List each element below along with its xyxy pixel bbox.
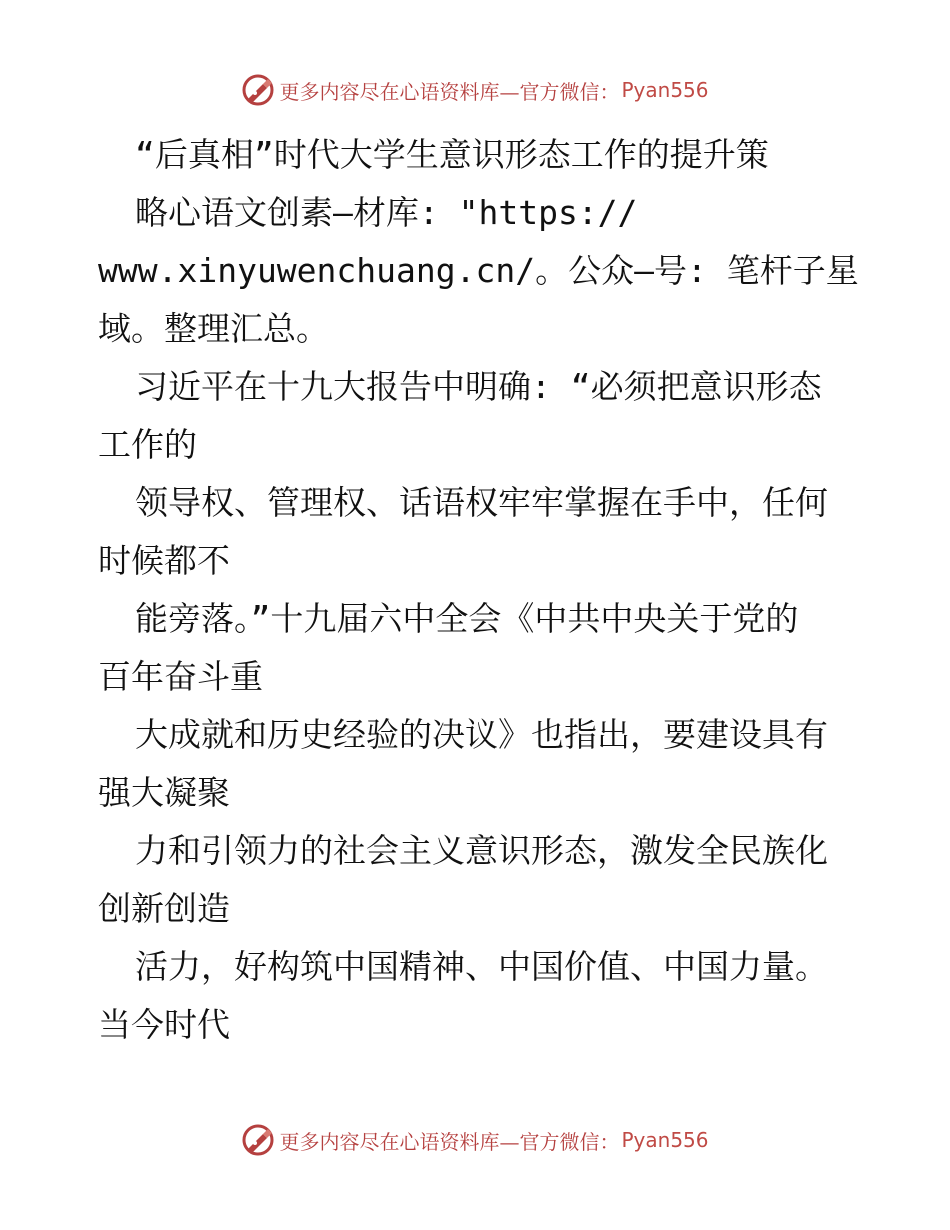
body-line: “后真相”时代大学生意识形态工作的提升策 <box>135 135 769 174</box>
header-banner-id: Pyan556 <box>621 78 709 102</box>
body-line: 工作的 <box>98 425 197 464</box>
footer-banner-text: 更多内容尽在心语资料库—官方微信： <box>279 1129 620 1154</box>
body-line: 能旁落。”十九届六中全会《中共中央关于党的 <box>135 599 799 638</box>
body-line: 活力，好构筑中国精神、中国价值、中国力量。 <box>135 947 828 986</box>
body-line: 略心语文创素—材库: "https:// <box>135 193 638 232</box>
footer-banner[interactable] <box>0 1120 950 1160</box>
header-banner[interactable] <box>0 70 950 110</box>
body-line: 大成就和历史经验的决议》也指出，要建设具有 <box>135 715 828 754</box>
body-line: 习近平在十九大报告中明确: “必须把意识形态 <box>135 367 822 406</box>
pen-logo-icon <box>241 73 275 107</box>
body-line: 领导权、管理权、话语权牢牢掌握在手中，任何 <box>135 483 828 522</box>
body-line: 当今时代 <box>98 1005 230 1044</box>
document-body <box>98 126 858 1054</box>
pen-logo-icon <box>241 1123 275 1157</box>
footer-banner-id: Pyan556 <box>621 1128 709 1152</box>
header-banner-text: 更多内容尽在心语资料库—官方微信： <box>279 79 620 104</box>
body-line: 强大凝聚 <box>98 773 230 812</box>
body-line: 域。整理汇总。 <box>98 309 329 348</box>
body-line: 力和引领力的社会主义意识形态，激发全民族化 <box>135 831 828 870</box>
body-line: 百年奋斗重 <box>98 657 263 696</box>
body-line: 创新创造 <box>98 889 230 928</box>
body-line: www.xinyuwenchuang.cn/。公众—号: 笔杆子星 <box>98 251 859 290</box>
body-line: 时候都不 <box>98 541 230 580</box>
